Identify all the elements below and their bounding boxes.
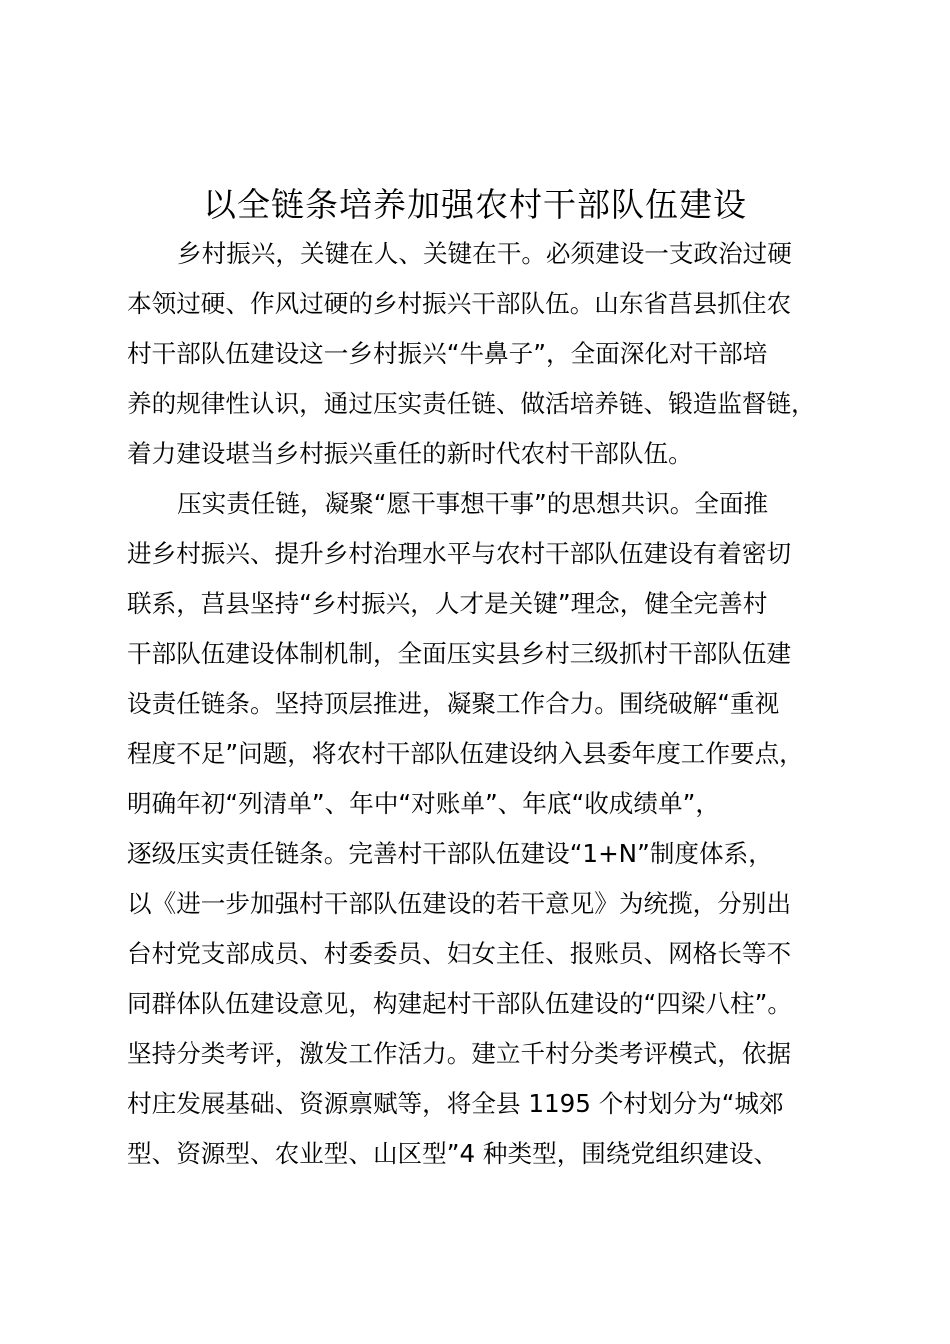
paragraph-line: 台村党支部成员、村委委员、妇女主任、报账员、网格长等不	[127, 939, 792, 968]
paragraph-line: 明确年初“列清单”、年中“对账单”、年底“收成绩单”，	[127, 789, 720, 818]
paragraph-line: 压实责任链，凝聚“愿干事想干事”的思想共识。全面推	[177, 489, 769, 518]
paragraph-line: 养的规律性认识，通过压实责任链、做活培养链、锻造监督链，	[127, 389, 816, 418]
paragraph-line: 同群体队伍建设意见，构建起村干部队伍建设的“四梁八柱”。	[127, 989, 792, 1018]
paragraph-line: 进乡村振兴、提升乡村治理水平与农村干部队伍建设有着密切	[127, 539, 792, 568]
paragraph-line: 村干部队伍建设这一乡村振兴“牛鼻子”，全面深化对干部培	[127, 339, 768, 368]
paragraph-line: 本领过硬、作风过硬的乡村振兴干部队伍。山东省莒县抓住农	[127, 289, 792, 318]
paragraph-line: 型、资源型、农业型、山区型”4 种类型，围绕党组织建设、	[127, 1139, 779, 1168]
document-title: 以全链条培养加强农村干部队伍建设	[203, 185, 747, 224]
paragraph-line: 程度不足”问题，将农村干部队伍建设纳入县委年度工作要点，	[127, 739, 804, 768]
paragraph-line: 干部队伍建设体制机制，全面压实县乡村三级抓村干部队伍建	[127, 639, 792, 668]
paragraph-line: 着力建设堪当乡村振兴重任的新时代农村干部队伍。	[127, 439, 693, 468]
paragraph-line: 以《进一步加强村干部队伍建设的若干意见》为统揽，分别出	[127, 889, 792, 918]
paragraph-line: 坚持分类考评，激发工作活力。建立千村分类考评模式，依据	[127, 1039, 792, 1068]
paragraph-line: 逐级压实责任链条。完善村干部队伍建设“1+N”制度体系，	[127, 839, 773, 868]
paragraph-line: 村庄发展基础、资源禀赋等，将全县 1195 个村划分为“城郊	[127, 1089, 784, 1118]
paragraph-line: 设责任链条。坚持顶层推进，凝聚工作合力。围绕破解“重视	[127, 689, 780, 718]
paragraph-line: 乡村振兴，关键在人、关键在干。必须建设一支政治过硬	[177, 239, 792, 268]
paragraph-line: 联系，莒县坚持“乡村振兴，人才是关键”理念，健全完善村	[127, 589, 768, 618]
